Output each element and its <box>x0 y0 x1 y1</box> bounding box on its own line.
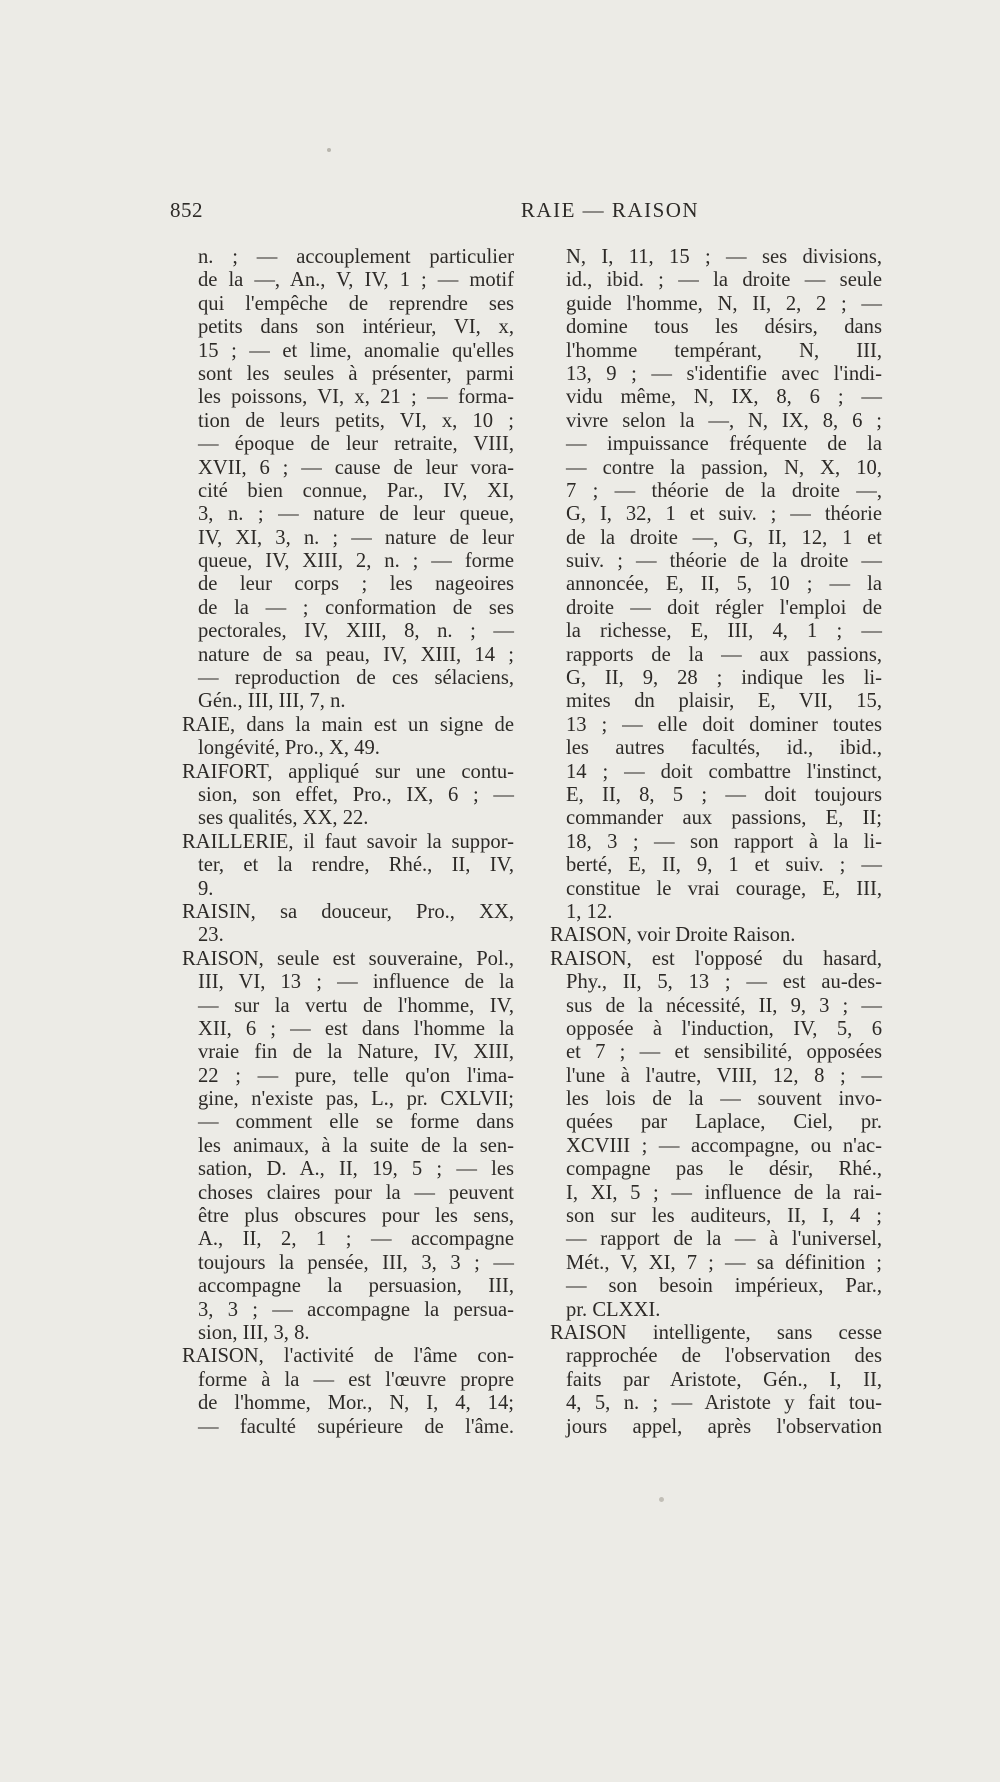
index-line: 22 ; — pure, telle qu'on l'ima- <box>198 1064 514 1087</box>
index-line: cité bien connue, Par., IV, XI, <box>198 479 514 502</box>
index-line: 1, 12. <box>566 900 613 923</box>
index-line: 13, 9 ; — s'identifie avec l'indi- <box>566 362 882 385</box>
index-line: rapports de la — aux passions, <box>566 643 882 666</box>
index-line: vidu même, N, IX, 8, 6 ; — <box>566 386 882 409</box>
index-line: 7 ; — théorie de la droite —, <box>566 479 882 502</box>
index-line: RAISON, voir Droite Raison. <box>550 924 796 947</box>
index-line: pectorales, IV, XIII, 8, n. ; — <box>198 620 514 643</box>
paper-speck <box>659 1497 664 1502</box>
index-line: — rapport de la — à l'universel, <box>566 1228 882 1251</box>
index-line: les animaux, à la suite de la sen- <box>198 1134 514 1157</box>
index-line: qui l'empêche de reprendre ses <box>198 292 514 315</box>
index-line: constitue le vrai courage, E, III, <box>566 877 882 900</box>
index-line: G, I, 32, 1 et suiv. ; — théorie <box>566 503 882 526</box>
index-line: XII, 6 ; — est dans l'homme la <box>198 1017 514 1040</box>
index-line: sation, D. A., II, 19, 5 ; — les <box>198 1158 514 1181</box>
index-line: — impuissance fréquente de la <box>566 433 882 456</box>
index-line: 3, 3 ; — accompagne la persua- <box>198 1298 514 1321</box>
index-line: toujours la pensée, III, 3, 3 ; — <box>198 1251 514 1274</box>
index-line: — sur la vertu de l'homme, IV, <box>198 994 514 1017</box>
index-line: III, VI, 13 ; — influence de la <box>198 971 514 994</box>
index-line: les poissons, VI, x, 21 ; — forma- <box>198 386 514 409</box>
index-line: Phy., II, 5, 13 ; — est au-des- <box>566 971 882 994</box>
index-line: annoncée, E, II, 5, 10 ; — la <box>566 573 882 596</box>
index-line: — comment elle se forme dans <box>198 1111 514 1134</box>
index-line: de l'homme, Mor., N, I, 4, 14; <box>198 1392 514 1415</box>
index-line: faits par Aristote, Gén., I, II, <box>566 1368 882 1391</box>
index-line: vraie fin de la Nature, IV, XIII, <box>198 1041 514 1064</box>
index-line: — reproduction de ces sélaciens, <box>198 667 514 690</box>
left-column <box>182 246 514 1439</box>
index-line: son sur les auditeurs, II, I, 4 ; <box>566 1205 882 1228</box>
index-line: sont les seules à présenter, parmi <box>198 362 514 385</box>
index-line: 14 ; — doit combattre l'instinct, <box>566 760 882 783</box>
index-line: quées par Laplace, Ciel, pr. <box>566 1111 882 1134</box>
index-line: A., II, 2, 1 ; — accompagne <box>198 1228 514 1251</box>
index-line: guide l'homme, N, II, 2, 2 ; — <box>566 292 882 315</box>
index-line: nature de sa peau, IV, XIII, 14 ; <box>198 643 514 666</box>
index-line: les lois de la — souvent invo- <box>566 1088 882 1111</box>
index-line: RAIFORT, appliqué sur une contu- <box>182 760 514 783</box>
index-line: 3, n. ; — nature de leur queue, <box>198 503 514 526</box>
index-line: IV, XI, 3, n. ; — nature de leur <box>198 526 514 549</box>
index-line: de la droite —, G, II, 12, 1 et <box>566 526 882 549</box>
index-line: commander aux passions, E, II; <box>566 807 882 830</box>
index-line: N, I, 11, 15 ; — ses divisions, <box>566 246 882 268</box>
index-line: berté, E, II, 9, 1 et suiv. ; — <box>566 854 882 877</box>
index-line: ter, et la rendre, Rhé., II, IV, <box>198 854 514 877</box>
index-line: jours appel, après l'observation <box>566 1415 882 1438</box>
index-line: 15 ; — et lime, anomalie qu'elles <box>198 339 514 362</box>
index-line: XCVIII ; — accompagne, ou n'ac- <box>566 1134 882 1157</box>
index-line: être plus obscures pour les sens, <box>198 1205 514 1228</box>
index-line: domine tous les désirs, dans <box>566 316 882 339</box>
index-line: I, XI, 5 ; — influence de la rai- <box>566 1181 882 1204</box>
index-line: les autres facultés, id., ibid., <box>566 737 882 760</box>
index-line: choses claires pour la — peuvent <box>198 1181 514 1204</box>
index-line: — époque de leur retraite, VIII, <box>198 433 514 456</box>
index-line: pr. CLXXI. <box>566 1298 661 1321</box>
index-line: vivre selon la —, N, IX, 8, 6 ; <box>566 409 882 432</box>
index-line: Gén., III, III, 7, n. <box>198 690 346 713</box>
index-line: de la —, An., V, IV, 1 ; — motif <box>198 269 514 292</box>
index-line: RAIE, dans la main est un signe de <box>182 713 514 736</box>
index-line: gine, n'existe pas, L., pr. CXLVII; <box>198 1088 514 1111</box>
index-line: queue, IV, XIII, 2, n. ; — forme <box>198 550 514 573</box>
index-line: longévité, Pro., X, 49. <box>198 737 380 760</box>
right-column <box>550 246 882 1439</box>
index-line: rapprochée de l'observation des <box>566 1345 882 1368</box>
index-line: RAILLERIE, il faut savoir la suppor- <box>182 830 514 853</box>
index-line: RAISON intelligente, sans cesse <box>550 1321 882 1344</box>
index-line: l'homme tempérant, N, III, <box>566 339 882 362</box>
index-line: XVII, 6 ; — cause de leur vora- <box>198 456 514 479</box>
index-line: forme à la — est l'œuvre propre <box>198 1368 514 1391</box>
index-line: RAISON, l'activité de l'âme con- <box>182 1345 514 1368</box>
index-line: — son besoin impérieux, Par., <box>566 1275 882 1298</box>
index-line: l'une à l'autre, VIII, 12, 8 ; — <box>566 1064 882 1087</box>
paper-speck <box>327 148 331 152</box>
index-line: compagne pas le désir, Rhé., <box>566 1158 882 1181</box>
index-line: suiv. ; — théorie de la droite — <box>566 550 882 573</box>
index-line: accompagne la persuasion, III, <box>198 1275 514 1298</box>
running-title: RAIE — RAISON <box>520 198 700 222</box>
index-line: Mét., V, XI, 7 ; — sa définition ; <box>566 1251 882 1274</box>
index-line: mites dn plaisir, E, VII, 15, <box>566 690 882 713</box>
index-line: G, II, 9, 28 ; indique les li- <box>566 667 882 690</box>
index-line: id., ibid. ; — la droite — seule <box>566 269 882 292</box>
index-line: n. ; — accouplement particulier <box>198 246 514 268</box>
index-line: tion de leurs petits, VI, x, 10 ; <box>198 409 514 432</box>
index-line: droite — doit régler l'emploi de <box>566 596 882 619</box>
index-line: 4, 5, n. ; — Aristote y fait tou- <box>566 1392 882 1415</box>
index-line: petits dans son intérieur, VI, x, <box>198 316 514 339</box>
index-line: de la — ; conformation de ses <box>198 596 514 619</box>
index-line: sus de la nécessité, II, 9, 3 ; — <box>566 994 882 1017</box>
index-line: — faculté supérieure de l'âme. <box>198 1415 514 1438</box>
index-line: — contre la passion, N, X, 10, <box>566 456 882 479</box>
index-line: et 7 ; — et sensibilité, opposées <box>566 1041 882 1064</box>
index-line: 9. <box>198 877 214 900</box>
index-line: de leur corps ; les nageoires <box>198 573 514 596</box>
index-line: la richesse, E, III, 4, 1 ; — <box>566 620 882 643</box>
index-line: opposée à l'induction, IV, 5, 6 <box>566 1017 882 1040</box>
index-line: RAISON, seule est souveraine, Pol., <box>182 947 514 970</box>
index-line: 13 ; — elle doit dominer toutes <box>566 713 882 736</box>
index-line: sion, son effet, Pro., IX, 6 ; — <box>198 783 514 806</box>
index-line: 23. <box>198 924 224 947</box>
index-line: 18, 3 ; — son rapport à la li- <box>566 830 882 853</box>
index-line: sion, III, 3, 8. <box>198 1321 310 1344</box>
index-line: ses qualités, XX, 22. <box>198 807 369 830</box>
index-line: E, II, 8, 5 ; — doit toujours <box>566 783 882 806</box>
running-head <box>170 198 890 228</box>
index-line: RAISON, est l'opposé du hasard, <box>550 947 882 970</box>
page-number: 852 <box>170 198 203 222</box>
index-line: RAISIN, sa douceur, Pro., XX, <box>182 900 514 923</box>
